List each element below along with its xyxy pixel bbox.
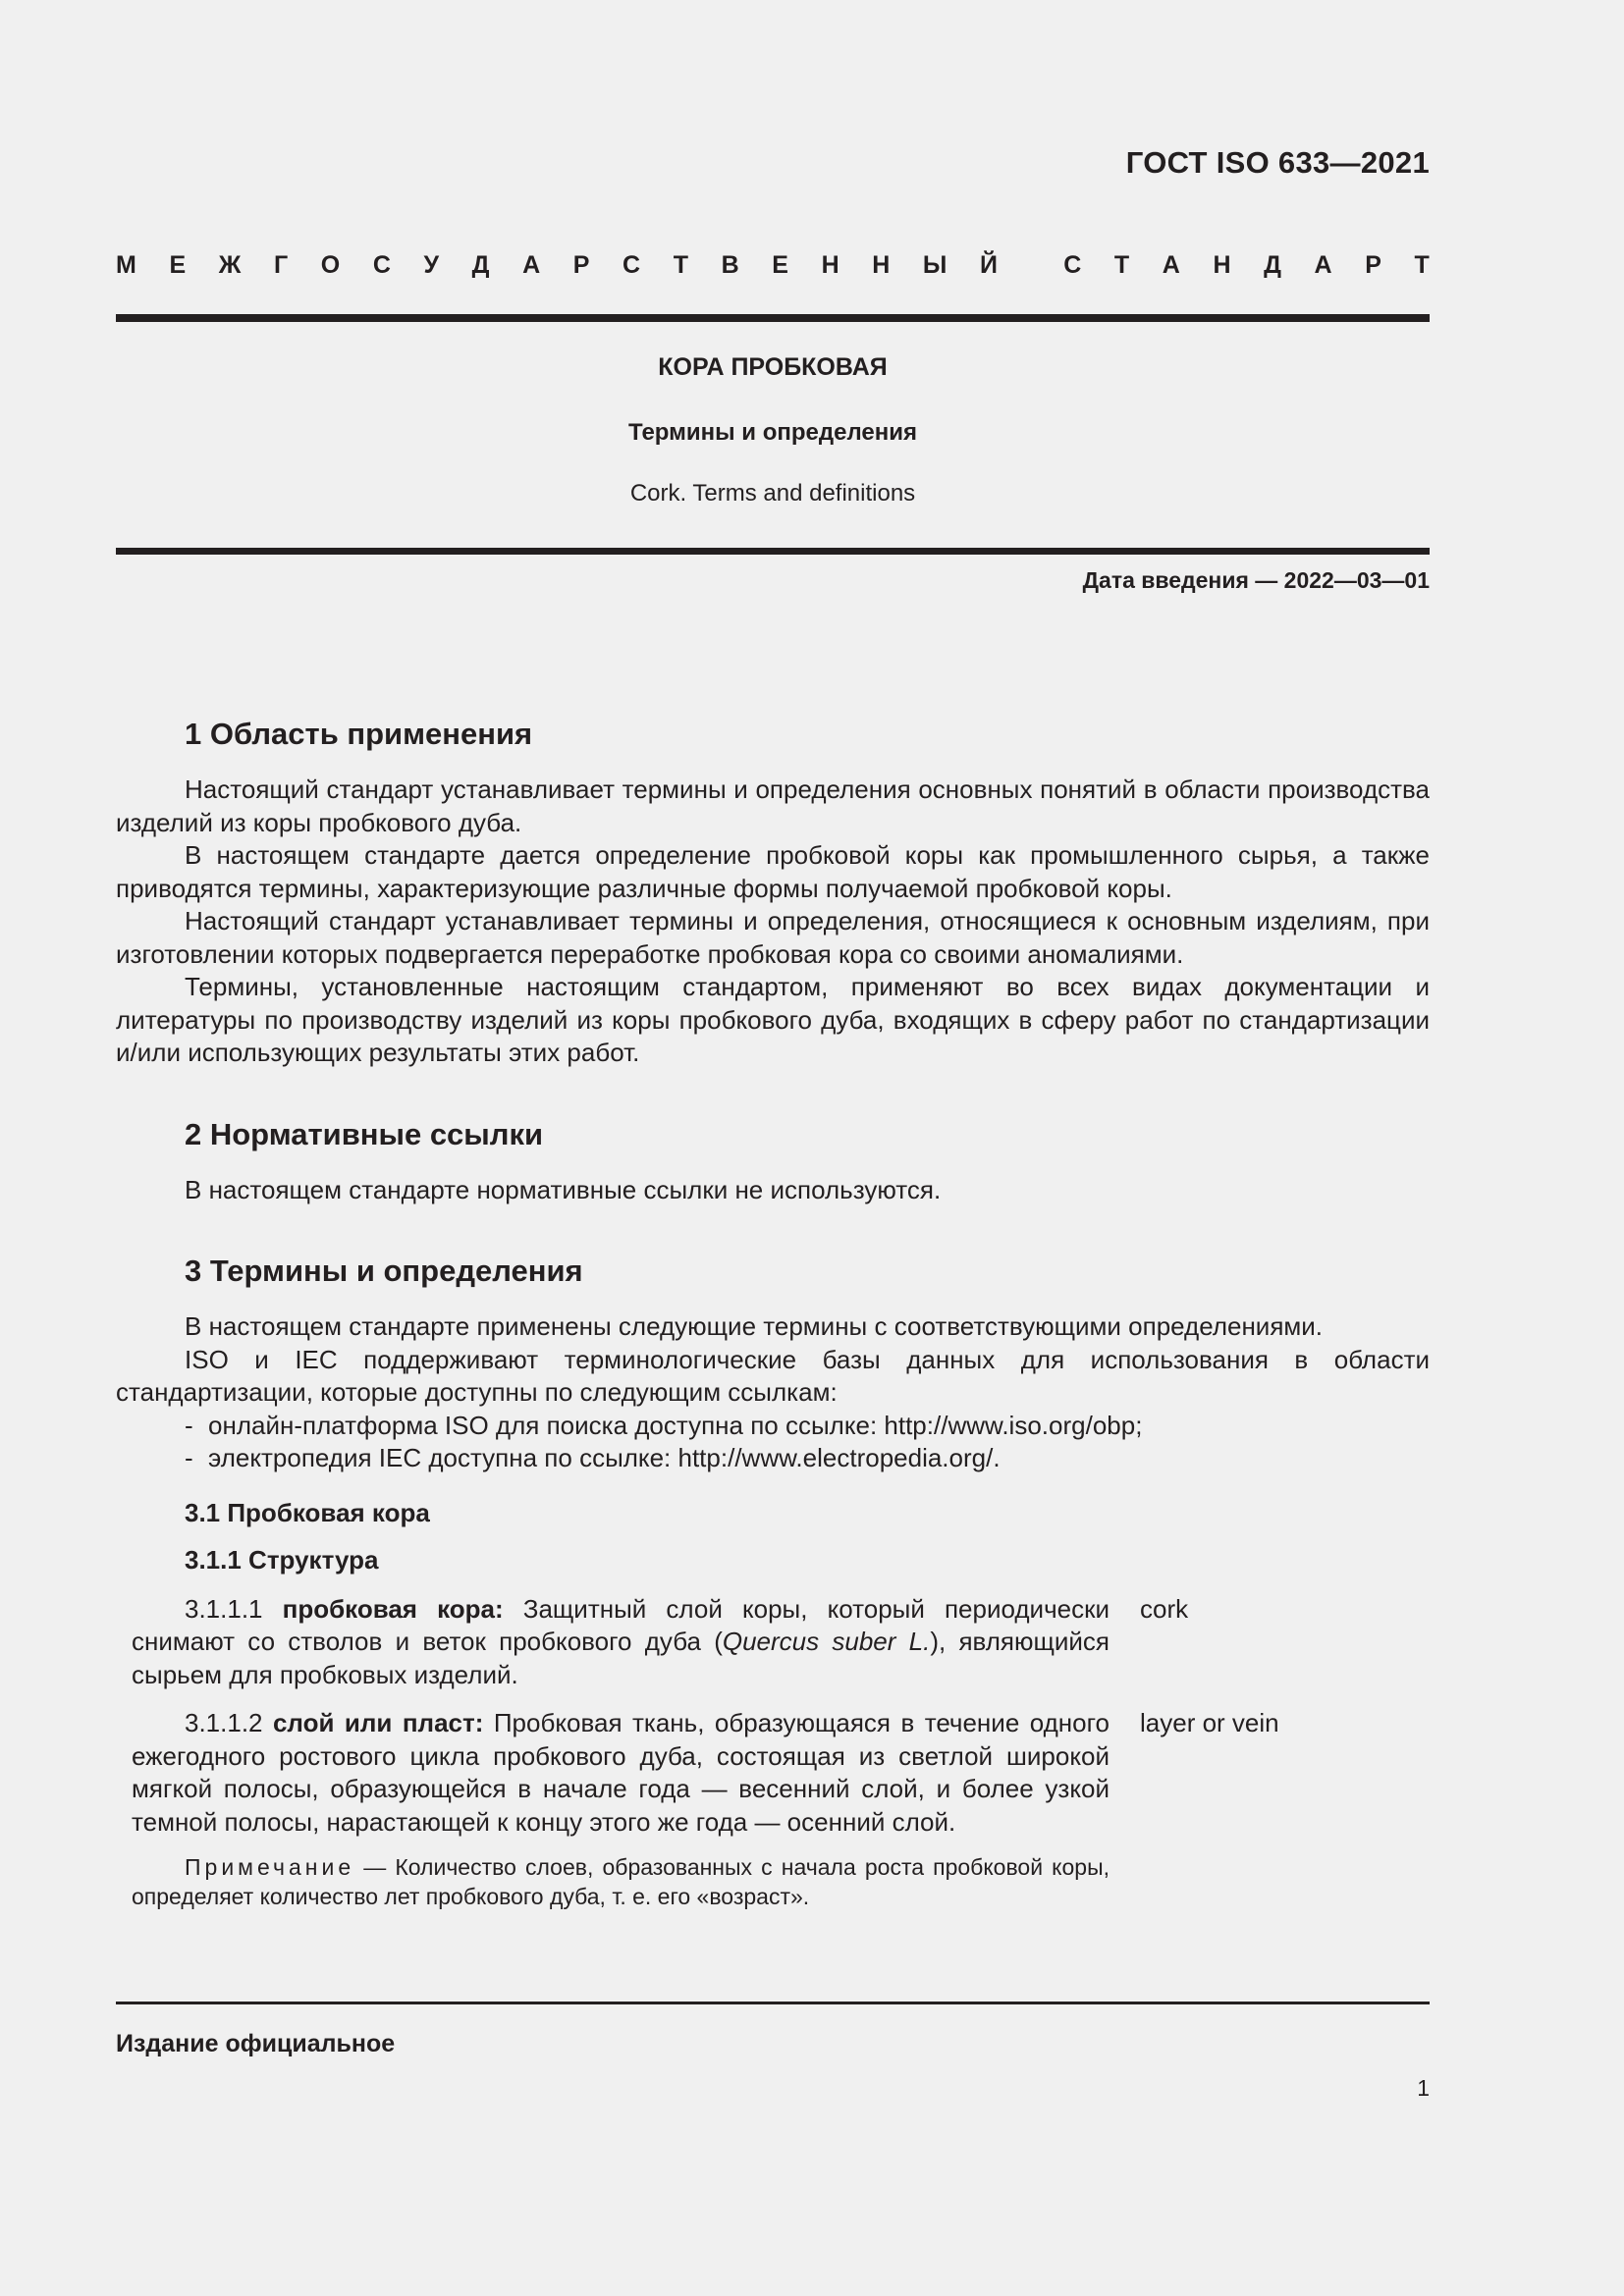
- section-1-heading: 1 Область применения: [185, 717, 533, 751]
- interstate-letter: У: [423, 251, 440, 279]
- interstate-letter: А: [522, 251, 541, 279]
- term-definition: 3.1.1.1 пробковая кора: Защитный слой коры, который периодически снимают со стволов и веток пробкового дуба (Quercus suber L.), являющийся сырьем для пробковых изделий.: [132, 1593, 1110, 1689]
- top-thick-rule: [116, 314, 1430, 322]
- section-1-paragraph: Термины, установленные настоящим стандартом, применяют во всех видах документации и литературы по производству изделий из коры пробкового дуба, входящих в сферу работ по стандартизации и/или использующих результаты этих работ.: [116, 972, 1430, 1067]
- footer-rule: [116, 2002, 1430, 2004]
- official-edition-label: Издание официальное: [116, 2030, 396, 2057]
- interstate-letter: Н: [1213, 251, 1231, 279]
- list-item: - электропедия IEC доступна по ссылке: http://www.electropedia.org/.: [116, 1442, 1430, 1475]
- document-title: КОРА ПРОБКОВАЯ: [658, 353, 888, 381]
- interstate-letter: Н: [872, 251, 891, 279]
- interstate-letter: Т: [673, 251, 688, 279]
- page-number: 1: [1417, 2075, 1430, 2101]
- interstate-letter: О: [320, 251, 341, 279]
- list-item: - онлайн-платформа ISO для поиска доступна по ссылке: http://www.iso.org/obp;: [116, 1410, 1430, 1443]
- term-number: 3.1.1.1: [185, 1593, 263, 1624]
- interstate-letter: Р: [572, 251, 590, 279]
- note: [116, 1852, 1110, 1911]
- latin-name: Quercus suber L.: [722, 1627, 931, 1656]
- interstate-letter: Ы: [922, 251, 947, 279]
- interstate-letter: А: [1162, 251, 1180, 279]
- interstate-letter: Т: [1414, 251, 1430, 279]
- section-3-paragraph: В настоящем стандарте применены следующие термины с соответствующими определениями.: [185, 1311, 1324, 1341]
- interstate-letter: Н: [821, 251, 839, 279]
- interstate-letter: Г: [273, 251, 289, 279]
- section-1-paragraph: Настоящий стандарт устанавливает термины и определения, относящиеся к основным изделиям, при изготовлении которых подвергается переработке пробковая кора со своими аномалиями.: [116, 906, 1430, 969]
- subsection-3-1-1-heading: 3.1.1 Структура: [185, 1544, 379, 1575]
- section-2-paragraph: В настоящем стандарте нормативные ссылки не используются.: [185, 1174, 942, 1204]
- interstate-letter: Д: [1264, 251, 1281, 279]
- section-2-heading: 2 Нормативные ссылки: [185, 1116, 544, 1151]
- document-body: [116, 709, 1430, 1911]
- list-item-text: онлайн-платформа ISO для поиска доступна по ссылке: http://www.iso.org/obp;: [208, 1410, 1143, 1440]
- interstate-standard-heading: [116, 251, 1430, 280]
- interstate-letter: В: [721, 251, 739, 279]
- interstate-letter: Ж: [218, 251, 242, 279]
- term-name: слой или пласт:: [272, 1708, 484, 1737]
- section-3-heading: 3 Термины и определения: [185, 1254, 583, 1288]
- interstate-letter: Р: [1365, 251, 1381, 279]
- term-definition: 3.1.1.2 слой или пласт: Пробковая ткань, образующаяся в течение одного ежегодного ростового цикла пробкового дуба, состоящая из светлой широкой мягкой полосы, образующейся в начале года — весенний слой, и более узкой темной полосы, нарастающей к концу этого же года — осенний слой.: [132, 1708, 1110, 1837]
- interstate-letter: А: [1314, 251, 1332, 279]
- title-bottom-rule: [116, 548, 1430, 555]
- document-code: ГОСТ ISO 633—2021: [1125, 145, 1430, 180]
- note-label: Примечание: [185, 1854, 355, 1880]
- document-subtitle: Термины и определения: [627, 419, 918, 446]
- interstate-letter: Т: [1113, 251, 1130, 279]
- section-3-paragraph: ISO и IEC поддерживают терминологические базы данных для использования в области стандартизации, которые доступны по следующим ссылкам:: [116, 1344, 1430, 1407]
- term-english-equivalent: cork: [1140, 1593, 1189, 1624]
- introduction-date: Дата введения — 2022—03—01: [1082, 567, 1430, 593]
- subsection-3-1-heading: 3.1 Пробковая кора: [185, 1497, 430, 1527]
- interstate-letter: Е: [169, 251, 187, 279]
- note-text: — Количество слоев, образованных с начала роста пробковой коры, определяет количество лет пробкового дуба, т. е. его «возраст».: [132, 1854, 1110, 1909]
- interstate-letter: С: [372, 251, 391, 279]
- interstate-letter: Е: [772, 251, 788, 279]
- interstate-letter: Й: [980, 251, 998, 279]
- interstate-letter: Д: [471, 251, 490, 279]
- list-item-text: электропедия IEC доступна по ссылке: http://www.electropedia.org/.: [208, 1443, 1001, 1472]
- interstate-letter: С: [1063, 251, 1082, 279]
- interstate-letter: М: [116, 251, 136, 279]
- section-1-paragraph: В настоящем стандарте дается определение пробковой коры как промышленного сырья, а также приводятся термины, характеризующие различные формы получаемой пробковой коры.: [116, 840, 1430, 903]
- term-english-equivalent: layer or vein: [1140, 1708, 1279, 1737]
- term-number: 3.1.1.2: [185, 1708, 263, 1737]
- term-entry: [116, 1593, 1430, 1692]
- document-english-title: Cork. Terms and definitions: [629, 480, 916, 507]
- interstate-letter: С: [623, 251, 641, 279]
- section-1-paragraph: Настоящий стандарт устанавливает термины и определения основных понятий в области производства изделий из коры пробкового дуба.: [116, 774, 1430, 837]
- term-entry: [116, 1707, 1430, 1839]
- term-name: пробковая кора:: [282, 1593, 504, 1624]
